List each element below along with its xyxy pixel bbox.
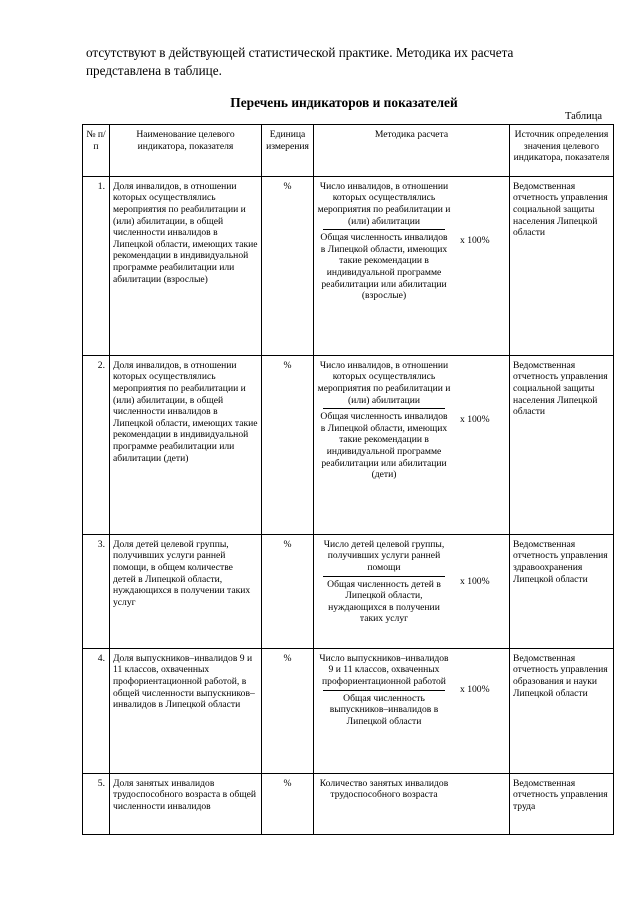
indicator-name: Доля инвалидов, в отношении которых осуществлялись мероприятия по реабилитации и (или) абилитации, в общей численности инвалидов в Липецкой области, имеющих такие рекомендации в индивидуальной программе реабилитации или абилитации (дети) (110, 355, 262, 534)
intro-line-2: представлена в таблице. (86, 63, 222, 78)
indicator-name: Доля занятых инвалидов трудоспособного возраста в общей численности инвалидов (110, 773, 262, 834)
unit-cell: % (262, 355, 314, 534)
numerator: Число инвалидов, в отношении которых осуществлялись мероприятия по реабилитации и (или) абилитации (317, 359, 451, 406)
header-method: Методика расчета (314, 125, 510, 177)
multiplier: х 100% (460, 414, 490, 426)
denominator: Общая численность инвалидов в Липецкой области, имеющих такие рекомендации в индивидуальной программе реабилитации или абилитации (дети) (320, 411, 448, 481)
unit-cell: % (262, 773, 314, 834)
table-row (83, 355, 614, 534)
indicator-name: Доля инвалидов, в отношении которых осуществлялись мероприятия по реабилитации и (или) абилитации, в общей численности инвалидов в Липецкой области, имеющих такие рекомендации в индивидуальной программе реабилитации или абилитации (взрослые) (110, 176, 262, 355)
formula (317, 181, 506, 302)
header-unit: Единица измерения (262, 125, 314, 177)
header-num: № п/п (83, 125, 110, 177)
formula (317, 653, 506, 728)
formula (317, 539, 506, 625)
method-cell (314, 534, 510, 648)
row-num: 1. (83, 176, 110, 355)
header-row (83, 125, 614, 177)
multiplier: х 100% (460, 684, 490, 696)
method-cell (314, 176, 510, 355)
table-row (83, 534, 614, 648)
method-cell (314, 773, 510, 834)
source-cell: Ведомственная отчетность управления социальной защиты населения Липецкой области (510, 176, 614, 355)
indicator-name: Доля детей целевой группы, получивших услуги ранней помощи, в общем количестве детей в Липецкой области, нуждающихся в получении таких услуг (110, 534, 262, 648)
table-row (83, 648, 614, 773)
row-num: 4. (83, 648, 110, 773)
unit-cell: % (262, 534, 314, 648)
denominator: Общая численность выпускников–инвалидов в Липецкой области (329, 692, 439, 727)
table-label: Таблица (564, 111, 602, 122)
table-row (83, 773, 614, 834)
source-cell: Ведомственная отчетность управления труда (510, 773, 614, 834)
row-num: 5. (83, 773, 110, 834)
header-name: Наименование целевого индикатора, показателя (110, 125, 262, 177)
fraction-bar (323, 690, 445, 691)
fraction (317, 181, 451, 302)
fraction (317, 539, 451, 625)
source-cell: Ведомственная отчетность управления здравоохранения Липецкой области (510, 534, 614, 648)
formula (317, 360, 506, 481)
denominator: Общая численность детей в Липецкой области, нуждающихся в получении таких услуг (327, 578, 441, 625)
fraction (317, 653, 451, 728)
fraction-bar (323, 229, 445, 230)
table-title: Перечень индикаторов и показателей (230, 95, 458, 110)
indicator-name: Доля выпускников–инвалидов 9 и 11 классов, охваченных профориентационной работой, в общей численности выпускников–инвалидов в Липецкой области (110, 648, 262, 773)
denominator: Общая численность инвалидов в Липецкой области, имеющих такие рекомендации в индивидуальной программе реабилитации или абилитации (взрослые) (320, 232, 448, 302)
row-num: 3. (83, 534, 110, 648)
table-row (83, 176, 614, 355)
numerator: Число выпускников–инвалидов 9 и 11 классов, охваченных профориентационной работой (319, 652, 449, 687)
method-cell (314, 355, 510, 534)
source-cell: Ведомственная отчетность управления социальной защиты населения Липецкой области (510, 355, 614, 534)
unit-cell: % (262, 648, 314, 773)
fraction-bar (323, 408, 445, 409)
fraction-bar (323, 576, 445, 577)
source-cell: Ведомственная отчетность управления образования и науки Липецкой области (510, 648, 614, 773)
row-num: 2. (83, 355, 110, 534)
numerator: Число детей целевой группы, получивших услуги ранней помощи (323, 538, 445, 573)
numerator: Количество занятых инвалидов трудоспособного возраста (319, 777, 449, 801)
fraction (317, 360, 451, 481)
header-source: Источник определения значения целевого индикатора, показателя (510, 125, 614, 177)
multiplier: х 100% (460, 576, 490, 588)
indicators-table (82, 124, 614, 835)
multiplier: х 100% (460, 235, 490, 247)
unit-cell: % (262, 176, 314, 355)
numerator: Число инвалидов, в отношении которых осуществлялись мероприятия по реабилитации и (или) абилитации (317, 180, 451, 227)
intro-line-1: отсутствуют в действующей статистической практике. Методика их расчета (86, 45, 514, 60)
intro-paragraph (86, 44, 602, 80)
method-cell (314, 648, 510, 773)
